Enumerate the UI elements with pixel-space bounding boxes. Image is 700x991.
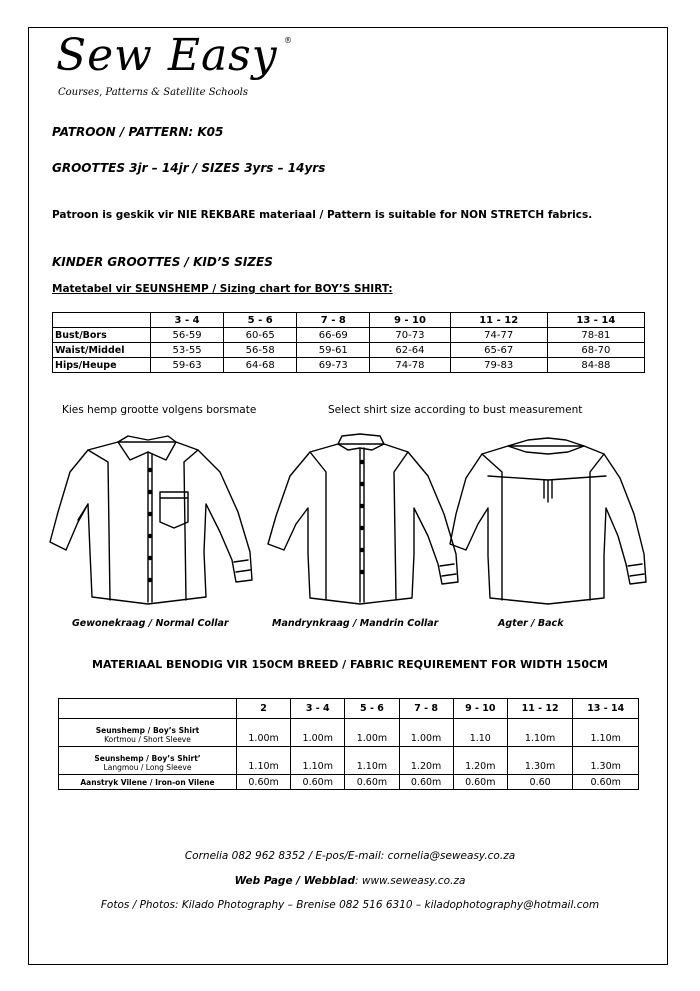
table-header-cell: 2 — [237, 699, 291, 719]
table-header-cell: 7 - 8 — [399, 699, 453, 719]
footer-photos: Fotos / Photos: Kilado Photography – Brenise 082 516 6310 – kiladophotography@hotmail.com — [100, 899, 600, 911]
table-cell: 65-67 — [450, 343, 547, 358]
table-cell: 1.20m — [399, 747, 453, 775]
table-cell: 1.00m — [237, 719, 291, 747]
table-cell: 0.60m — [291, 775, 345, 790]
table-cell: 60-65 — [224, 328, 297, 343]
table-header-cell: 9 - 10 — [370, 313, 450, 328]
table-cell: 59-61 — [297, 343, 370, 358]
table-cell: 1.10m — [507, 719, 573, 747]
table-cell: 62-64 — [370, 343, 450, 358]
table-cell: 1.30m — [573, 747, 639, 775]
table-cell: 84-88 — [547, 358, 644, 373]
row-label: Waist/Middel — [53, 343, 151, 358]
fabric-note: Patroon is geskik vir NIE REKBARE materiaal / Pattern is suitable for NON STRETCH fabrics. — [52, 209, 593, 221]
table-cell: 1.00m — [399, 719, 453, 747]
table-cell: 74-78 — [370, 358, 450, 373]
table-cell: 1.00m — [291, 719, 345, 747]
table-cell: 64-68 — [224, 358, 297, 373]
logo-title: Sew Easy — [56, 30, 278, 81]
fabric-table — [58, 698, 639, 790]
logo-subtitle: Courses, Patterns & Satellite Schools — [58, 87, 248, 98]
table-cell: 68-70 — [547, 343, 644, 358]
table-cell: 69-73 — [297, 358, 370, 373]
table-cell: 1.10m — [345, 747, 399, 775]
table-header-cell: 3 - 4 — [291, 699, 345, 719]
table-cell: 1.10 — [453, 719, 507, 747]
footer-web — [0, 875, 700, 887]
row-label-main: Seunshemp / Boy’s Shirt — [95, 726, 200, 735]
caption-normal-collar: Gewonekraag / Normal Collar — [72, 618, 229, 629]
fabric-heading: MATERIAAL BENODIG VIR 150CM BREED / FABRIC REQUIREMENT FOR WIDTH 150CM — [92, 658, 608, 671]
caption-mandrin-collar: Mandrynkraag / Mandrin Collar — [272, 618, 439, 629]
table-cell: 0.60m — [237, 775, 291, 790]
row-label — [59, 719, 237, 747]
row-label-sub: Kortmou / Short Sleeve — [104, 735, 191, 744]
table-row — [53, 343, 645, 358]
table-row — [59, 747, 639, 775]
row-label: Hips/Heupe — [53, 358, 151, 373]
table-cell: 1.00m — [345, 719, 399, 747]
table-cell: 1.10m — [573, 719, 639, 747]
kids-heading: KINDER GROOTTES / KID’S SIZES — [52, 255, 273, 269]
row-label: Bust/Bors — [53, 328, 151, 343]
table-cell: 56-59 — [151, 328, 224, 343]
table-cell: 56-58 — [224, 343, 297, 358]
table-cell: 0.60 — [507, 775, 573, 790]
row-label: Aanstryk Vilene / Iron-on Vilene — [59, 775, 237, 790]
table-cell: 70-73 — [370, 328, 450, 343]
table-row — [59, 719, 639, 747]
table-cell: 0.60m — [453, 775, 507, 790]
table-cell: 66-69 — [297, 328, 370, 343]
table-corner-cell — [53, 313, 151, 328]
table-header-cell: 5 - 6 — [224, 313, 297, 328]
shirt-normal-collar-illustration — [48, 432, 258, 610]
table-header-cell: 3 - 4 — [151, 313, 224, 328]
table-cell: 74-77 — [450, 328, 547, 343]
sizing-table — [52, 312, 645, 373]
table-cell: 79-83 — [450, 358, 547, 373]
table-cell: 0.60m — [345, 775, 399, 790]
table-header-cell: 13 - 14 — [573, 699, 639, 719]
table-cell: 0.60m — [573, 775, 639, 790]
table-cell: 59-63 — [151, 358, 224, 373]
table-header-cell: 13 - 14 — [547, 313, 644, 328]
shirt-back-illustration — [448, 432, 648, 610]
note-right: Select shirt size according to bust measurement — [328, 404, 583, 416]
table-cell: 78-81 — [547, 328, 644, 343]
table-row — [53, 328, 645, 343]
note-left: Kies hemp grootte volgens borsmate — [62, 404, 257, 416]
sizes-line: GROOTTES 3jr – 14jr / SIZES 3yrs – 14yrs — [52, 161, 326, 175]
table-header-cell: 11 - 12 — [450, 313, 547, 328]
table-cell: 0.60m — [399, 775, 453, 790]
table-cell: 1.10m — [237, 747, 291, 775]
table-row — [53, 358, 645, 373]
chart-title: Matetabel vir SEUNSHEMP / Sizing chart for BOY’S SHIRT: — [52, 283, 393, 295]
table-cell: 53-55 — [151, 343, 224, 358]
table-header-row — [53, 313, 645, 328]
table-header-cell: 9 - 10 — [453, 699, 507, 719]
table-corner-cell — [59, 699, 237, 719]
table-header-cell: 7 - 8 — [297, 313, 370, 328]
caption-back: Agter / Back — [498, 618, 564, 629]
registered-mark: ® — [284, 36, 292, 45]
footer-web-url: : www.seweasy.co.za — [354, 875, 466, 887]
shirt-mandrin-collar-illustration — [262, 432, 462, 610]
table-header-cell: 5 - 6 — [345, 699, 399, 719]
table-cell: 1.30m — [507, 747, 573, 775]
row-label — [59, 747, 237, 775]
footer-web-label: Web Page / Webblad — [234, 875, 355, 887]
table-cell: 1.10m — [291, 747, 345, 775]
table-row — [59, 775, 639, 790]
table-header-row — [59, 699, 639, 719]
table-cell: 1.20m — [453, 747, 507, 775]
footer-contact: Cornelia 082 962 8352 / E-pos/E-mail: cornelia@seweasy.co.za — [184, 850, 516, 862]
row-label-main: Seunshemp / Boy’s Shirt’ — [94, 754, 201, 763]
row-label-sub: Langmou / Long Sleeve — [103, 763, 192, 772]
pattern-line: PATROON / PATTERN: K05 — [52, 125, 224, 139]
table-header-cell: 11 - 12 — [507, 699, 573, 719]
